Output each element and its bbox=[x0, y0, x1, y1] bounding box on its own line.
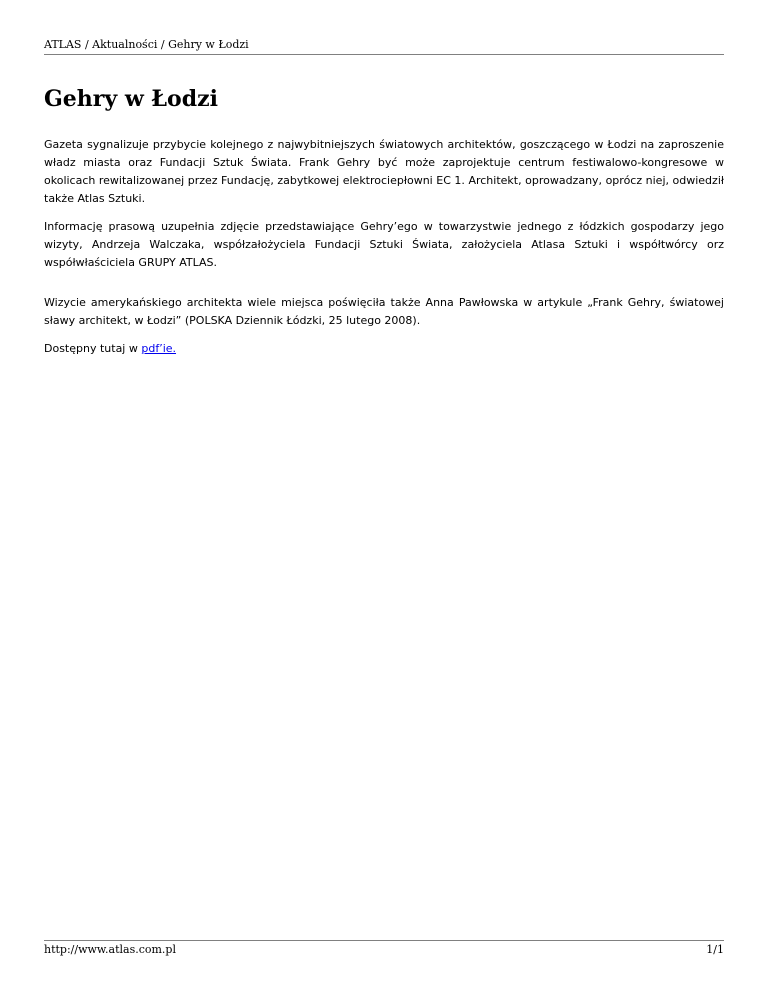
availability-text: Dostępny tutaj w bbox=[44, 342, 142, 355]
breadcrumb: ATLAS / Aktualności / Gehry w Łodzi bbox=[44, 38, 249, 51]
article-body bbox=[44, 136, 724, 368]
availability-line bbox=[44, 340, 724, 358]
page-header bbox=[44, 38, 724, 55]
paragraph: Informację prasową uzupełnia zdjęcie przedstawiające Gehry’ego w towarzystwie jednego z łódzkich gospodarzy jego wizyty, Andrzeja Walczaka, współzałożyciela Fundacji Sztuki Świata, założyciela Atlasa Sztuki i współtwórcy orz współwłaściciela GRUPY ATLAS. bbox=[44, 220, 724, 269]
footer-url: http://www.atlas.com.pl bbox=[44, 943, 176, 956]
pdf-link[interactable]: pdf’ie. bbox=[141, 342, 177, 355]
page-title: Gehry w Łodzi bbox=[44, 86, 218, 112]
paragraph: Wizycie amerykańskiego architekta wiele miejsca poświęciła także Anna Pawłowska w artykule „Frank Gehry, światowej sławy architekt, w Łodzi” (POLSKA Dziennik Łódzki, 25 lutego 2008). bbox=[44, 296, 724, 327]
paragraph: Gazeta sygnalizuje przybycie kolejnego z najwybitniejszych światowych architektów, goszczącego w Łodzi na zaproszenie władz miasta oraz Fundacji Sztuk Świata. Frank Gehry być może zaprojektuje centrum festiwalowo-kongresowe w okolicach rewitalizowanej przez Fundację, zabytkowej elektrociepłowni EC 1. Architekt, oprowadzany, oprócz niej, odwiedził także Atlas Sztuki. bbox=[44, 138, 724, 205]
page-number: 1/1 bbox=[706, 943, 724, 956]
page-footer bbox=[44, 940, 724, 957]
